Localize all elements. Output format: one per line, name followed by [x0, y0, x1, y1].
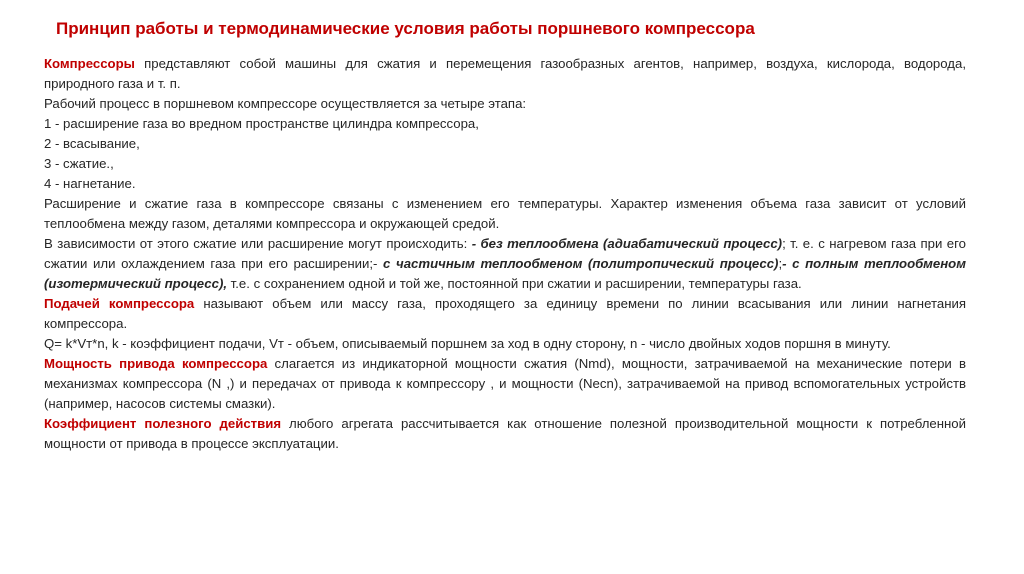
paragraph-temperature: Расширение и сжатие газа в компрессоре связаны с изменением его температуры. Характер изменения объема газа зависит от условий теплообмена между газом, деталями компрессора и окружающей средой. [44, 196, 966, 231]
paragraph-text: ; т. е. с нагревом газа при его сжатии или охлаждением газа при его расширении;- [44, 236, 966, 271]
document-body [44, 54, 966, 454]
term-capacity: Подачей компрессора [44, 296, 195, 311]
paragraph-text: называют объем или массу газа, проходящего за единицу времени по линии всасывания или линии нагнетания компрессора. [44, 296, 966, 331]
paragraph-capacity [44, 294, 966, 334]
polytropic-process: с частичным теплообменом (политропический процесс) [383, 256, 779, 271]
paragraph-efficiency [44, 414, 966, 454]
stage-item: 4 - нагнетание. [44, 176, 136, 191]
paragraph-text: ; [778, 256, 783, 271]
paragraph-text: представляют собой машины для сжатия и перемещения газообразных агентов, например, воздуха, кислорода, водорода, природного газа и т. п. [44, 56, 966, 91]
stage-item: 1 - расширение газа во вредном пространстве цилиндра компрессора, [44, 116, 479, 131]
term-drive-power: Мощность привода компрессора [44, 356, 268, 371]
paragraph-heat-exchange [44, 234, 966, 294]
paragraph-formula: Q= k*Vт*n, k - коэффициент подачи, Vт - объем, описываемый поршнем за ход в одну сторону, n - число двойных ходов поршня в минуту. [44, 336, 891, 351]
term-compressors: Компрессоры [44, 56, 135, 71]
paragraph-text: слагается из индикаторной мощности сжатия (Nmd), мощности, затрачиваемой на механические потери в механизмах компрессора (N ,) и передачах от привода к компрессору , и мощности (Necn), затрачиваемой на привод вспомогательных устройств (например, насосов системы смазки). [44, 356, 967, 411]
stage-item: 3 - сжатие., [44, 156, 114, 171]
paragraph-text: т.е. с сохранением одной и той же, постоянной при сжатии и расширении, температуры газа. [227, 276, 802, 291]
isothermal-process: - с полным теплообменом (изотермический процесс), [44, 256, 966, 291]
paragraph-compressors [44, 54, 966, 94]
page-title: Принцип работы и термодинамические условия работы поршневого компрессора [56, 19, 755, 38]
paragraph-drive-power [44, 354, 966, 414]
paragraph-text: В зависимости от этого сжатие или расширение могут происходить: [44, 236, 472, 251]
term-efficiency: Коэффициент полезного действия [44, 416, 282, 431]
adiabatic-process: - без теплообмена (адиабатический процесс) [471, 236, 783, 251]
stage-item: 2 - всасывание, [44, 136, 140, 151]
paragraph-process-intro: Рабочий процесс в поршневом компрессоре осуществляется за четыре этапа: [44, 96, 527, 111]
paragraph-text: любого агрегата рассчитывается как отношение полезной производительной мощности к потребленной мощности от привода в процессе эксплуатации. [44, 416, 966, 451]
